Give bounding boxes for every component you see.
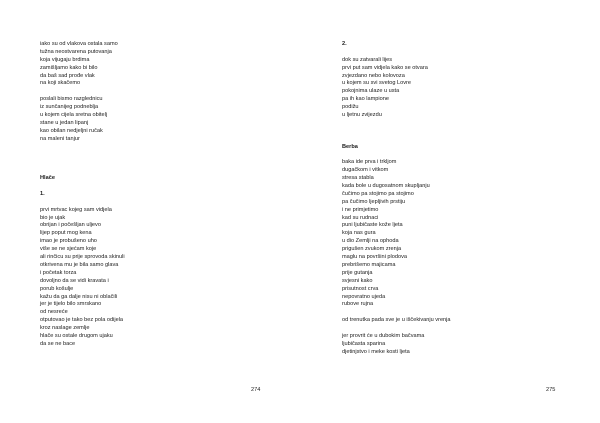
left-poem-text [40, 41, 260, 349]
poem-line: bio je ujak [40, 214, 66, 221]
poem-line: pokojnima ulaze u usta [342, 88, 400, 95]
poem-line: djetinjstvo i meke kosti ljeta [342, 348, 410, 355]
poem-heading: 2. [342, 41, 347, 47]
poem-line: stresa stabla [342, 175, 374, 182]
poem-line: da baš sad prođe vlak [40, 72, 95, 79]
right-page-number: 275 [546, 387, 556, 393]
poem-line: pa ih kao lampione [342, 96, 389, 103]
poem-line: prije gutanja [342, 269, 373, 276]
poem-heading: Hlače [40, 175, 55, 182]
poem-line: prigušen zvukom zrenja [342, 246, 402, 253]
stanza-gap [40, 159, 260, 167]
poem-line: kao obilan nedjeljni ručak [40, 127, 103, 134]
poem-line: zamišljamo kako bi bilo [40, 64, 98, 71]
poem-line: prisutnost crva [342, 285, 379, 292]
poem-heading: Berba [342, 143, 358, 150]
poem-line: koja vijugaju brdima [40, 56, 90, 63]
poem-line: kada bole u dugosatnom skupljanju [342, 183, 430, 190]
poem-line: kažu da ga dalje nisu ni oblačili [40, 293, 118, 300]
poem-line: prebrišemo majicama [342, 261, 396, 268]
poem-line: nepovratno ujeda [342, 293, 386, 300]
poem-line: i početak torza [40, 269, 77, 276]
poem-line: koja nas gura [342, 230, 376, 237]
poem-line: prvi put sam vidjela kako se otvara [342, 64, 428, 71]
poem-line: od trenutka pada sve je u iščekivanju vrenja [342, 317, 451, 324]
left-page-number: 274 [251, 387, 261, 393]
poem-line: i ne primjetimo [342, 206, 379, 213]
poem-line: otkrivena mu je bila samo glava [40, 261, 119, 268]
stanza-gap [40, 144, 260, 152]
right-page [300, 0, 600, 423]
stanza-gap [40, 199, 260, 207]
stanza-gap [342, 128, 562, 136]
stanza-gap [40, 88, 260, 96]
poem-line: prvi mrtvac kojeg sam vidjela [40, 206, 112, 213]
poem-line: iako su od vlakova ostala samo [40, 41, 118, 47]
poem-line: dugačkom i vitkom [342, 167, 389, 174]
stanza-gap [342, 49, 562, 57]
poem-line: porub košulje [40, 285, 74, 292]
poem-line: u kojem cijela sretna obitelj [40, 112, 108, 119]
poem-line: rubove rujna [342, 301, 374, 308]
poem-line: da se ne bace [40, 340, 76, 347]
right-poem-text [342, 41, 562, 357]
stanza-gap [342, 309, 562, 317]
poem-line: u ljetnu zvijezdu [342, 112, 382, 119]
poem-line: kroz naslage zemlje [40, 325, 90, 332]
poem-line: lijep poput mog kena [40, 230, 92, 237]
poem-line: u kojem su svi svetog Lovre [342, 80, 412, 87]
poem-line: stane u jedan lipanj [40, 119, 89, 126]
poem-line: podižu [342, 104, 359, 111]
poem-line: maglu na površini plodova [342, 254, 407, 261]
poem-line: dovoljno da se vidi kravata i [40, 277, 109, 284]
poem-line: ljubičasta sparina [342, 340, 386, 347]
poem-line: tužna neostvarena putovanja [40, 48, 112, 55]
stanza-gap [40, 167, 260, 175]
poem-line: baka ide prva i trkljom [342, 159, 397, 166]
stanza-gap [40, 151, 260, 159]
poem-line: hlače su ostale drugom ujaku [40, 332, 113, 339]
poem-line: zvjezdano nebo kolovoza [342, 72, 405, 79]
poem-line: svjesni kako [342, 277, 373, 284]
poem-line: na maleni tanjur [40, 135, 80, 142]
poem-line: na koji skačemo [40, 80, 81, 87]
poem-heading: 1. [40, 190, 45, 197]
stanza-gap [342, 151, 562, 159]
poem-line: ali rinčicu su prije sprovoda skinuli [40, 254, 125, 261]
poem-line: od nesreće [40, 309, 68, 316]
stanza-gap [342, 136, 562, 144]
poem-line: u dio Zemlji na ophoda [342, 238, 399, 245]
poem-line: puni ljubičaste kože ljeta [342, 222, 403, 229]
poem-line: otputovao je tako bez pola odijela [40, 317, 124, 324]
stanza-gap [342, 120, 562, 128]
poem-line: pa čučimo ljepljivih prstiju [342, 198, 406, 205]
poem-line: poslali bismo razglednicu [40, 96, 103, 103]
poem-line: iz sunčanijeg podneblja [40, 104, 99, 111]
poem-line: više se ne sjećam koje [40, 246, 97, 253]
stanza-gap [342, 325, 562, 333]
poem-line: čučimo pa stojimo pa stojimo [342, 190, 414, 197]
poem-line: dok su zatvarali lijes [342, 56, 393, 63]
poem-line: jer provrit će u dubokim bačvama [342, 332, 425, 339]
poem-line: obrijan i počešljan uljevo [40, 222, 101, 229]
stanza-gap [40, 183, 260, 191]
poem-line: imao je probušeno uho [40, 238, 97, 245]
poem-line: jer je tijelo bilo smrskano [40, 301, 102, 308]
poem-line: kad su rudnaci [342, 214, 379, 221]
